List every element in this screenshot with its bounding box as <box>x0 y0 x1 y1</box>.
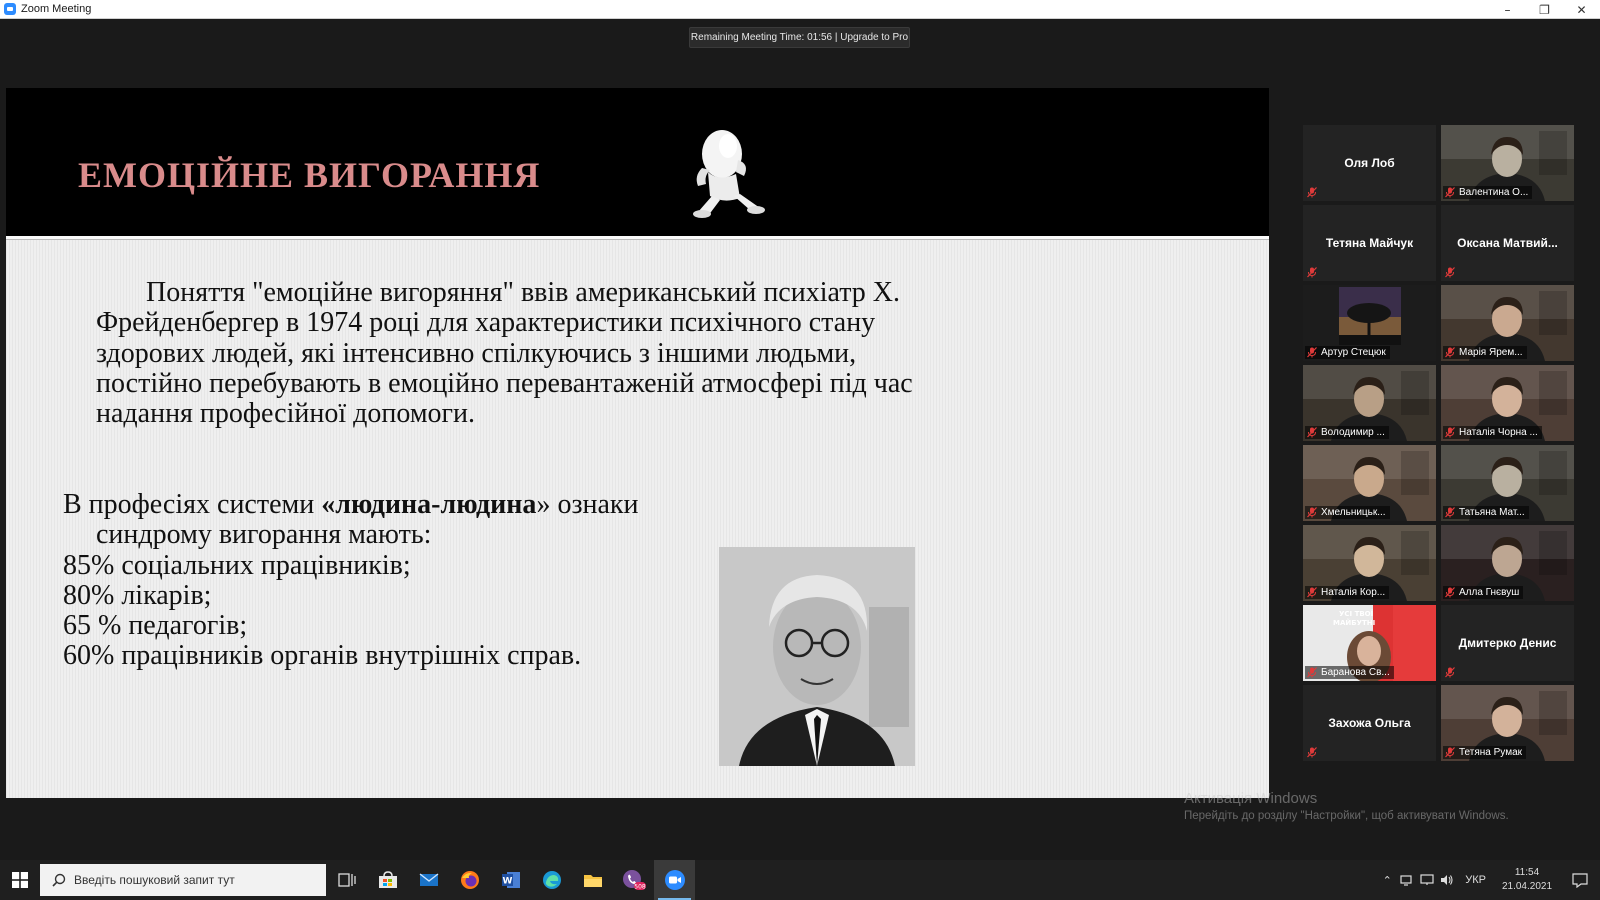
participant-tile[interactable] <box>1441 445 1574 521</box>
mail-icon <box>419 872 439 888</box>
search-icon <box>52 873 66 887</box>
notification-icon <box>1572 872 1588 888</box>
zoom-icon <box>664 869 686 891</box>
participant-name-label: Артур Стецюк <box>1305 346 1390 359</box>
participant-tile[interactable] <box>1303 445 1436 521</box>
stat-line: 60% працівників органів внутрішніх справ. <box>63 640 582 672</box>
participant-tile[interactable] <box>1303 205 1436 281</box>
viber-button[interactable] <box>613 860 654 900</box>
edge-button[interactable] <box>531 860 572 900</box>
video-overlay-text: МАЙБУТНІ <box>1333 619 1376 627</box>
participant-name-label: Наталія Кор... <box>1305 586 1389 599</box>
volume-icon[interactable] <box>1437 860 1457 900</box>
participant-name-label: Володимир ... <box>1305 426 1389 439</box>
close-icon[interactable]: ✕ <box>1576 2 1587 17</box>
participant-name: Тетяна Майчук <box>1325 236 1414 250</box>
definition-paragraph: Поняття "емоційне вигоряння" ввів американський психіатр Х. Фрейденбергер в 1974 році для характеристики психічного стану здорових людей, які інтенсивно спілкуючись з іншими людьми, постійно перебувають в емоційно перевантаженій атмосфері під час надання професійної допомоги. <box>96 277 913 430</box>
stat-line: 65 % педагогів; <box>63 610 248 642</box>
stat-line: 80% лікарів; <box>63 579 212 611</box>
keyboard-language[interactable]: УКР <box>1465 874 1486 886</box>
taskbar-clock[interactable]: 11:54 21.04.2021 <box>1501 867 1553 892</box>
muted-mic-icon <box>1307 427 1317 438</box>
mail-button[interactable] <box>408 860 449 900</box>
participant-name-label: Алла Гнєвуш <box>1443 586 1523 599</box>
video-overlay-text: УСІ ТВОЇ <box>1339 610 1374 618</box>
windows-activation-watermark: Активація Windows Перейдіть до розділу "Настройки", щоб активувати Windows. <box>1184 790 1509 822</box>
statistics-paragraph: В професіях системи «людина-людина» ознаки синдрому вигорання мають: 85% соціальних працівників; 80% лікарів; 65 % педагогів; 60% працівників органів внутрішніх справ. <box>63 490 923 672</box>
freudenberger-portrait-image <box>719 547 915 766</box>
participant-name: Дмитерко Денис <box>1458 636 1557 650</box>
file-explorer-button[interactable] <box>572 860 613 900</box>
participant-name-label: Марія Ярем... <box>1443 346 1527 359</box>
participant-tile[interactable] <box>1303 525 1436 601</box>
task-view-button[interactable] <box>326 860 367 900</box>
zoom-logo-icon <box>4 3 16 15</box>
search-placeholder: Введіть пошуковий запит тут <box>74 873 235 887</box>
participant-name-label: Баранова Св... <box>1305 666 1394 679</box>
notification-center-button[interactable] <box>1560 872 1600 888</box>
participant-tile[interactable] <box>1441 125 1574 201</box>
network-status-icon[interactable] <box>1397 860 1417 900</box>
muted-mic-icon <box>1445 427 1455 438</box>
zoom-taskbar-button[interactable] <box>654 860 695 900</box>
restore-icon[interactable]: ❐ <box>1539 2 1550 17</box>
participant-name: Оксана Матвий... <box>1457 236 1558 250</box>
participant-name-label: Валентина О... <box>1443 186 1532 199</box>
slide-divider <box>6 236 1269 240</box>
participant-tile[interactable] <box>1441 685 1574 761</box>
word-button[interactable] <box>490 860 531 900</box>
muted-mic-icon <box>1445 347 1455 358</box>
windows-taskbar <box>0 860 1600 900</box>
participant-tile[interactable] <box>1303 605 1436 681</box>
muted-mic-icon <box>1445 507 1455 518</box>
participant-name: Оля Лоб <box>1344 156 1395 170</box>
viber-icon <box>622 869 646 891</box>
window-title: Zoom Meeting <box>21 3 92 15</box>
participant-tile[interactable] <box>1441 525 1574 601</box>
muted-mic-icon <box>1445 587 1455 598</box>
folder-icon <box>583 872 603 888</box>
muted-mic-icon <box>1307 747 1317 758</box>
start-button[interactable] <box>0 860 40 900</box>
store-bag-icon <box>378 871 398 889</box>
participant-tile[interactable] <box>1303 685 1436 761</box>
muted-mic-icon <box>1445 747 1455 758</box>
chevron-up-icon[interactable]: ⌃ <box>1382 874 1392 887</box>
participant-name-label: Хмельницьк... <box>1305 506 1390 519</box>
muted-mic-icon <box>1307 267 1317 278</box>
participant-tile[interactable] <box>1441 605 1574 681</box>
windows-logo-icon <box>12 872 28 888</box>
muted-mic-icon <box>1307 507 1317 518</box>
system-tray <box>1377 860 1600 900</box>
muted-mic-icon <box>1307 587 1317 598</box>
muted-mic-icon <box>1445 267 1455 278</box>
participant-tile[interactable] <box>1441 285 1574 361</box>
minimize-icon[interactable]: – <box>1504 2 1511 17</box>
shared-screen-slide <box>6 88 1269 798</box>
participant-name-label: Тетяна Румак <box>1443 746 1526 759</box>
title-bar <box>0 0 1600 19</box>
participant-name-label: Татьяна Мат... <box>1443 506 1529 519</box>
slide-title: ЕМОЦІЙНЕ ВИГОРАННЯ <box>78 155 541 195</box>
display-icon[interactable] <box>1417 860 1437 900</box>
participant-tile[interactable] <box>1303 125 1436 201</box>
muted-mic-icon <box>1445 187 1455 198</box>
participant-name-label: Наталія Чорна ... <box>1443 426 1542 439</box>
remaining-time-banner[interactable]: Remaining Meeting Time: 01:56 | Upgrade to Pro <box>689 27 910 48</box>
participant-tile[interactable] <box>1303 365 1436 441</box>
svg-text:W: W <box>502 876 512 887</box>
muted-mic-icon <box>1307 187 1317 198</box>
taskbar-search-box[interactable] <box>40 864 326 896</box>
firefox-icon <box>460 870 480 890</box>
muted-mic-icon <box>1307 667 1317 678</box>
store-button[interactable] <box>367 860 408 900</box>
task-view-icon <box>338 872 356 888</box>
firefox-button[interactable] <box>449 860 490 900</box>
word-icon <box>501 871 521 889</box>
muted-mic-icon <box>1307 347 1317 358</box>
burnout-figure-icon <box>678 124 768 220</box>
participant-tile[interactable] <box>1303 285 1436 361</box>
stat-line: 85% соціальних працівників; <box>63 549 411 581</box>
muted-mic-icon <box>1445 667 1455 678</box>
participant-name: Захожа Ольга <box>1328 716 1411 730</box>
viber-badge: 508 <box>633 883 646 891</box>
edge-icon <box>542 870 562 890</box>
window-controls <box>1489 0 1600 19</box>
participant-tile[interactable] <box>1441 365 1574 441</box>
participant-tile[interactable] <box>1441 205 1574 281</box>
